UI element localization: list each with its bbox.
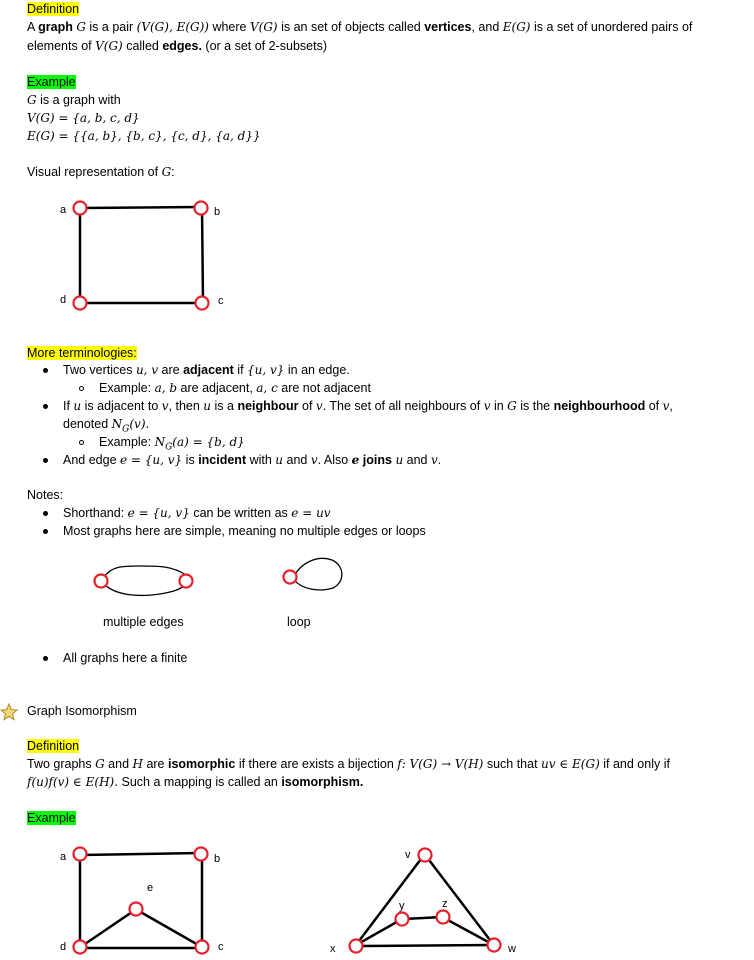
h-vertex-w — [488, 939, 501, 952]
h-edge-vx — [356, 855, 424, 945]
note-shorthand: Shorthand: e = {u, v} can be written as e = uv — [63, 506, 331, 520]
note-finite: All graphs here a finite — [63, 651, 188, 665]
h-edge-vw — [426, 856, 493, 944]
example-line1: G is a graph with — [27, 93, 121, 107]
h-label-v: v — [405, 849, 411, 861]
label-c: c — [218, 295, 224, 307]
term-neighbourhood-example: Example: $N_G(a) = \{b$, d} — [99, 435, 245, 453]
note-simple-graphs: Most graphs here are simple, meaning no multiple edges or loops — [63, 524, 426, 538]
h-label-x: x — [330, 943, 336, 955]
g-edge-de — [82, 910, 135, 946]
terminology-heading: More terminologies: — [27, 346, 137, 360]
isomorphism-definition-line1: Two graphs G and H are isomorphic if there are exists a bijection f: V(G) → V(H) such that uv ∈ E(G) if and only if — [27, 757, 670, 771]
notes-heading: Notes: — [27, 488, 64, 502]
example-heading: Example — [27, 75, 76, 89]
g-label-e: e — [147, 882, 154, 894]
g-vertex-b — [195, 848, 208, 861]
isomorphism-example-heading: Example — [27, 811, 76, 825]
definition-text-line1: A graph G is a pair (V(G), E(G)) where V(G) is an set of objects called vertices, and E(G) is a set of unordered pairs of — [27, 20, 693, 34]
g-vertex-c — [196, 941, 209, 954]
vertex-set: V(G) = {a, b, c, d} — [27, 111, 140, 125]
graph-h — [356, 855, 493, 946]
g-label-d: d — [60, 941, 67, 953]
term-neighbourhood-denoted: denoted $N_G(v)$. — [63, 417, 150, 435]
h-vertex-z — [437, 911, 450, 924]
h-vertex-v — [419, 849, 432, 862]
h-vertex-x — [350, 940, 363, 953]
label-d: d — [60, 294, 67, 306]
g-vertex-a — [74, 848, 87, 861]
definition-heading: Definition — [27, 2, 80, 16]
graph-g — [80, 853, 202, 948]
g-label-b: b — [214, 853, 221, 865]
term-incident: And edge e = {u, v} is incident with u and v. Also e joins u and v. — [63, 453, 442, 467]
g-edge-ec — [137, 910, 200, 946]
h-label-y: y — [399, 900, 405, 912]
g-vertex-e — [130, 903, 143, 916]
multiple-edges-label: multiple edges — [103, 615, 184, 629]
h-edge-xw — [358, 945, 492, 946]
label-a: a — [60, 204, 67, 216]
g-vertex-d — [74, 941, 87, 954]
g-label-a: a — [60, 851, 67, 863]
g-edge-ab — [80, 853, 200, 855]
term-neighbour: If u is adjacent to v, then u is a neighbour of v. The set of all neighbours of v in G is the neighbourhood of v, — [63, 399, 673, 413]
definition-text-line2: elements of V(G) called edges. (or a set of 2-subsets) — [27, 39, 327, 53]
label-b: b — [214, 206, 221, 218]
section-title: Graph Isomorphism — [27, 704, 137, 718]
g-label-c: c — [218, 941, 224, 953]
isomorphism-definition-heading: Definition — [27, 739, 80, 753]
h-edge-zw — [444, 918, 492, 944]
h-label-w: w — [508, 943, 516, 955]
edge-set: E(G) = {{a, b}, {b, c}, {c, d}, {a, d}} — [27, 129, 261, 143]
term-adjacent: Two vertices u, v are adjacent if {u, v} in an edge. — [63, 363, 350, 377]
h-vertex-y — [396, 913, 409, 926]
term-adjacent-example: Example: a, b are adjacent, a, c are not adjacent — [99, 381, 371, 395]
visual-representation-text: Visual representation of G: — [27, 165, 175, 179]
h-label-z: z — [442, 898, 448, 910]
loop-label: loop — [287, 615, 311, 629]
isomorphism-definition-line2: f(u)f(v) ∈ E(H). Such a mapping is called an isomorphism. — [27, 775, 364, 789]
